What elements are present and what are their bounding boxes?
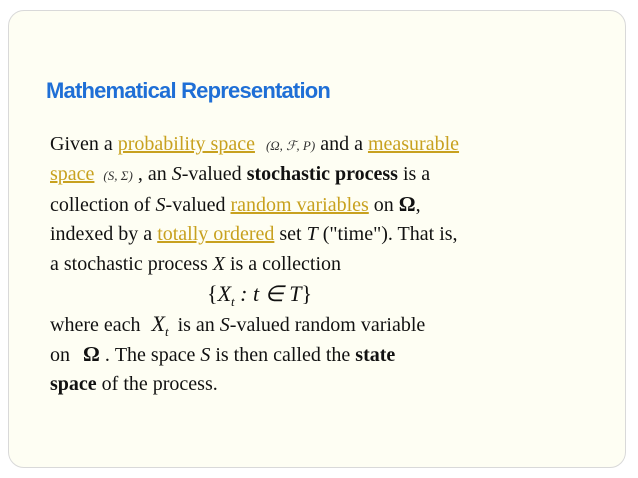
text: ,: [415, 194, 421, 216]
measurable-space-link[interactable]: measurable: [367, 133, 460, 155]
probability-space-link[interactable]: probability space: [117, 133, 255, 155]
symbol-X: X: [217, 281, 232, 306]
text: Given a: [50, 133, 118, 155]
slide-title: Mathematical Representation: [46, 78, 331, 103]
totally-ordered-link[interactable]: totally ordered: [157, 223, 275, 245]
symbol-S: S: [171, 163, 182, 185]
text: where each: [50, 314, 146, 336]
subscript-t: t: [164, 324, 169, 339]
text: , an: [132, 163, 172, 185]
text: on: [50, 344, 75, 366]
subscript-t: t: [231, 294, 235, 309]
text-line-1: [50, 132, 459, 158]
probability-space-formula: (Ω, ℱ, P): [265, 138, 316, 153]
symbol-S: S: [219, 314, 230, 336]
text: is then called the: [210, 344, 356, 366]
brace-close: }: [301, 281, 313, 306]
symbol-X: X: [151, 311, 165, 336]
text-line-6: [50, 312, 425, 344]
text: collection of: [50, 194, 156, 216]
symbol-S: S: [155, 194, 166, 216]
text: indexed by a: [50, 223, 158, 245]
text: is a collection: [224, 253, 342, 275]
text-line-3: [50, 192, 421, 217]
symbol-X: X: [212, 253, 225, 275]
text: is a: [397, 163, 431, 185]
text: ("time"). That is,: [317, 223, 458, 245]
term-space: space: [50, 373, 97, 395]
measurable-space-formula: (S, Σ): [103, 168, 133, 183]
brace-open: {: [207, 281, 218, 306]
measurable-space-link-cont[interactable]: space: [50, 163, 95, 185]
text: of the process.: [96, 373, 218, 395]
text: a stochastic process: [50, 253, 213, 275]
text: -valued random variable: [229, 314, 426, 336]
omega-symbol: Ω: [398, 192, 416, 216]
text: is an: [172, 314, 220, 336]
text-line-5: [50, 252, 341, 276]
term-state: state: [355, 344, 396, 366]
text: -valued: [165, 194, 231, 216]
text: set: [274, 223, 307, 245]
text: -valued: [181, 163, 247, 185]
symbol-T: T: [306, 223, 318, 245]
text-line-2: [50, 162, 430, 188]
text-line-4: [50, 222, 458, 246]
text-line-8: [50, 372, 218, 396]
random-variables-link[interactable]: random variables: [230, 194, 369, 216]
term-stochastic-process: stochastic process: [246, 163, 398, 185]
Xt-formula: [151, 311, 169, 339]
text: and a: [315, 133, 368, 155]
set-condition: : t ∈ T: [234, 281, 302, 306]
text-line-7: [50, 342, 395, 367]
symbol-S: S: [200, 344, 211, 366]
omega-symbol: Ω: [83, 342, 100, 366]
collection-formula: [207, 281, 312, 310]
text: . The space: [99, 344, 201, 366]
text: on: [368, 194, 399, 216]
